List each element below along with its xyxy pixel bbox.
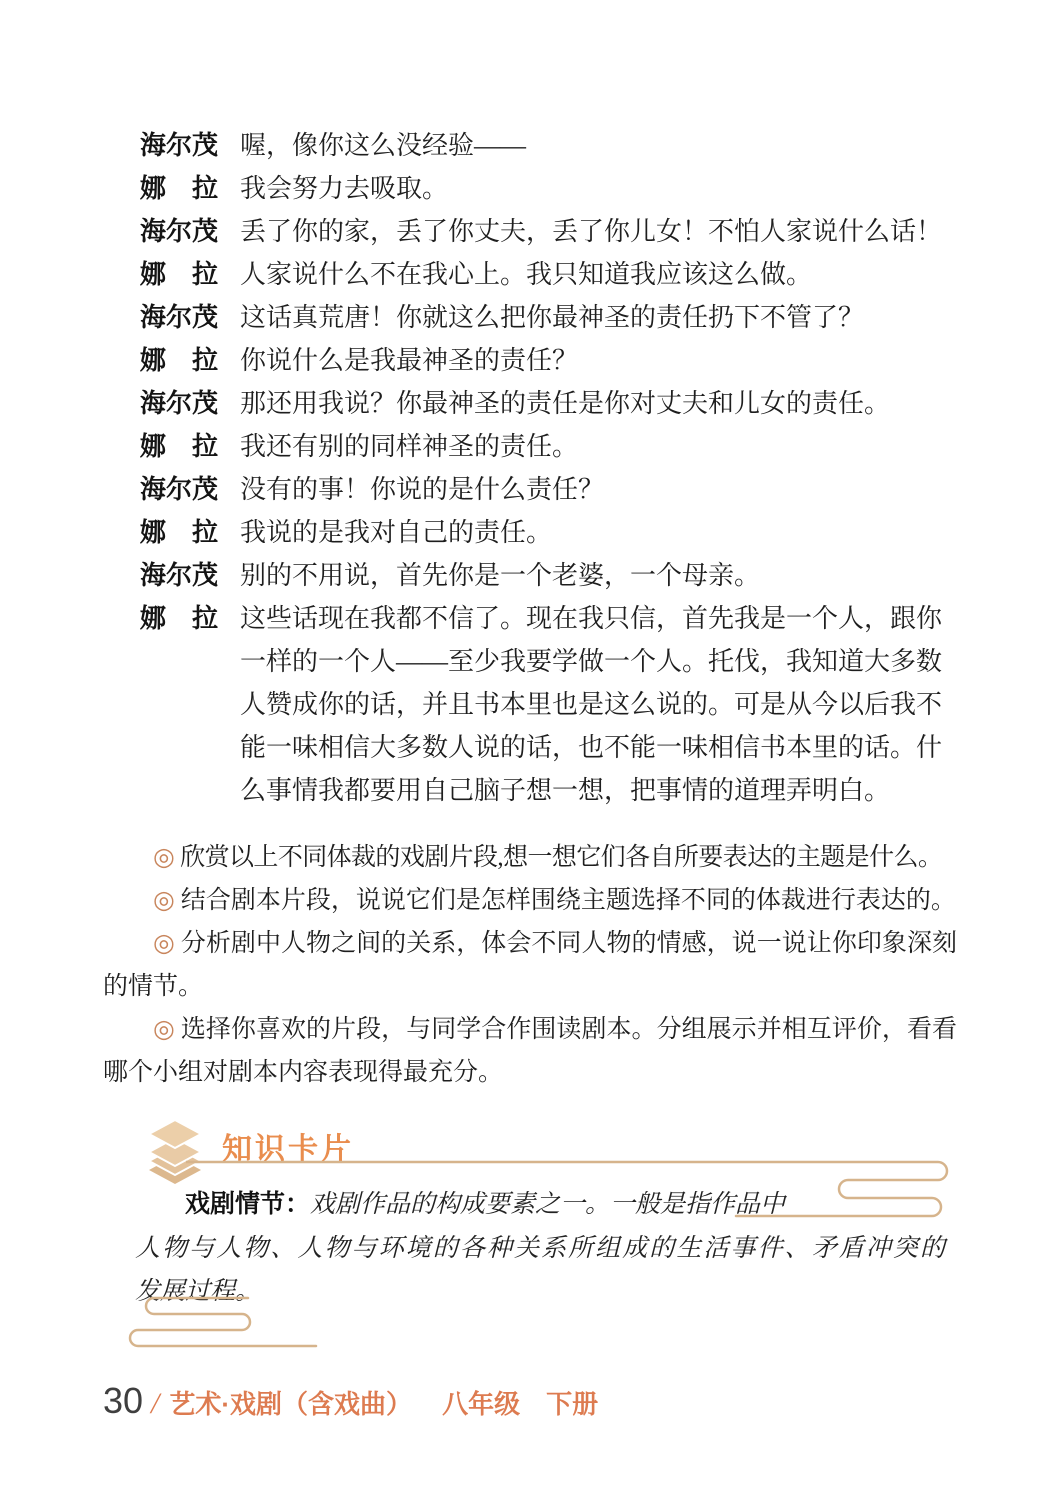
dialogue-line: 这些话现在我都不信了。现在我只信，首先我是一个人，跟你一样的一个人——至少我要学做一个人。托伐，我知道大多数人赞成你的话，并且书本里也是这么说的。可是从今以后我不能一味相信大多数人说的话，也不能一味相信书本里的话。什么事情我都要用自己脑子想一想，把事情的道理弄明白。	[240, 604, 943, 805]
bullseye-bullet-icon: ◎	[153, 930, 175, 957]
page-footer	[103, 1380, 598, 1422]
bullseye-bullet-icon: ◎	[153, 1016, 175, 1043]
bullseye-bullet-icon: ◎	[153, 844, 175, 871]
speaker-name: 娜 拉	[140, 603, 219, 633]
questions-section	[103, 836, 957, 1094]
dialogue-turn	[140, 511, 942, 554]
knowledge-card-definition-line: 发展过程。	[135, 1278, 261, 1305]
dialogue-turn	[140, 167, 942, 210]
speaker-name: 娜 拉	[140, 345, 219, 375]
dialogue-line: 我还有别的同样神圣的责任。	[240, 432, 579, 461]
knowledge-card-definition-text: 戏剧作品的构成要素之一。一般是指作品中	[310, 1191, 786, 1218]
speaker-name: 海尔茂	[140, 474, 219, 504]
speaker-name: 娜 拉	[140, 173, 219, 203]
speaker-name: 娜 拉	[140, 517, 219, 547]
activity-text: 欣赏以上不同体裁的戏剧片段,想一想它们各自所要表达的主题是什么。	[180, 844, 943, 871]
footer-slash: /	[151, 1387, 160, 1420]
activity-text: 结合剧本片段，说说它们是怎样围绕主题选择不同的体裁进行表达的。	[180, 887, 956, 914]
dialogue-line: 人家说什么不在我心上。我只知道我应该这么做。	[240, 260, 813, 289]
activity-item	[103, 836, 957, 879]
dialogue-turn	[140, 339, 942, 382]
dialogue-line: 别的不用说，首先你是一个老婆，一个母亲。	[240, 561, 761, 590]
dialogue-turn	[140, 382, 942, 425]
dialogue-turn	[140, 296, 942, 339]
speaker-name: 娜 拉	[140, 259, 219, 289]
dialogue-turn	[140, 597, 942, 812]
knowledge-card-title: 知识卡片	[222, 1133, 354, 1166]
dialogue-turn	[140, 253, 942, 296]
speaker-name: 海尔茂	[140, 302, 219, 332]
dialogue-turn	[140, 124, 942, 167]
dialogue-turn	[140, 425, 942, 468]
dialogue-turn	[140, 210, 942, 253]
dialogue-turn	[140, 468, 942, 511]
speaker-name: 娜 拉	[140, 431, 219, 461]
speaker-name: 海尔茂	[140, 216, 219, 246]
knowledge-card-term: 戏剧情节：	[185, 1191, 311, 1218]
speaker-name: 海尔茂	[140, 388, 219, 418]
dialogue-section	[140, 124, 942, 812]
activity-text: 选择你喜欢的片段，与同学合作围读剧本。分组展示并相互评价，看看哪个小组对剧本内容表现得最充分。	[103, 1016, 957, 1086]
dialogue-line: 你说什么是我最神圣的责任？	[240, 346, 579, 375]
knowledge-card-definition-line: 人物与人物、人物与环境的各种关系所组成的生活事件、矛盾冲突的	[135, 1234, 945, 1262]
knowledge-card-definition-line	[135, 1183, 945, 1227]
dialogue-line: 我会努力去吸取。	[240, 174, 449, 203]
speaker-name: 海尔茂	[140, 130, 219, 160]
footer-course-title: 艺术·戏剧（含戏曲）	[169, 1389, 413, 1419]
page-number: 30	[103, 1380, 144, 1421]
footer-grade: 八年级	[442, 1389, 521, 1419]
dialogue-line: 没有的事！你说的是什么责任？	[240, 475, 605, 504]
activity-item	[103, 879, 957, 922]
footer-volume: 下册	[546, 1389, 599, 1419]
activity-text: 分析剧中人物之间的关系，体会不同人物的情感，说一说让你印象深刻的情节。	[103, 930, 957, 1000]
dialogue-line: 丢了你的家，丢了你丈夫，丢了你儿女！不怕人家说什么话！	[240, 217, 943, 246]
activity-item	[103, 1008, 957, 1094]
dialogue-line: 那还用我说？你最神圣的责任是你对丈夫和儿女的责任。	[240, 389, 891, 418]
cloud-scroll-left-icon	[96, 1292, 326, 1356]
dialogue-turn	[140, 554, 942, 597]
dialogue-line: 喔，像你这么没经验——	[240, 131, 527, 160]
activity-item	[103, 922, 957, 1008]
dialogue-line: 这话真荒唐！你就这么把你最神圣的责任扔下不管了？	[240, 303, 865, 332]
dialogue-line: 我说的是我对自己的责任。	[240, 518, 553, 547]
speaker-name: 海尔茂	[140, 560, 219, 590]
bullseye-bullet-icon: ◎	[153, 887, 175, 914]
